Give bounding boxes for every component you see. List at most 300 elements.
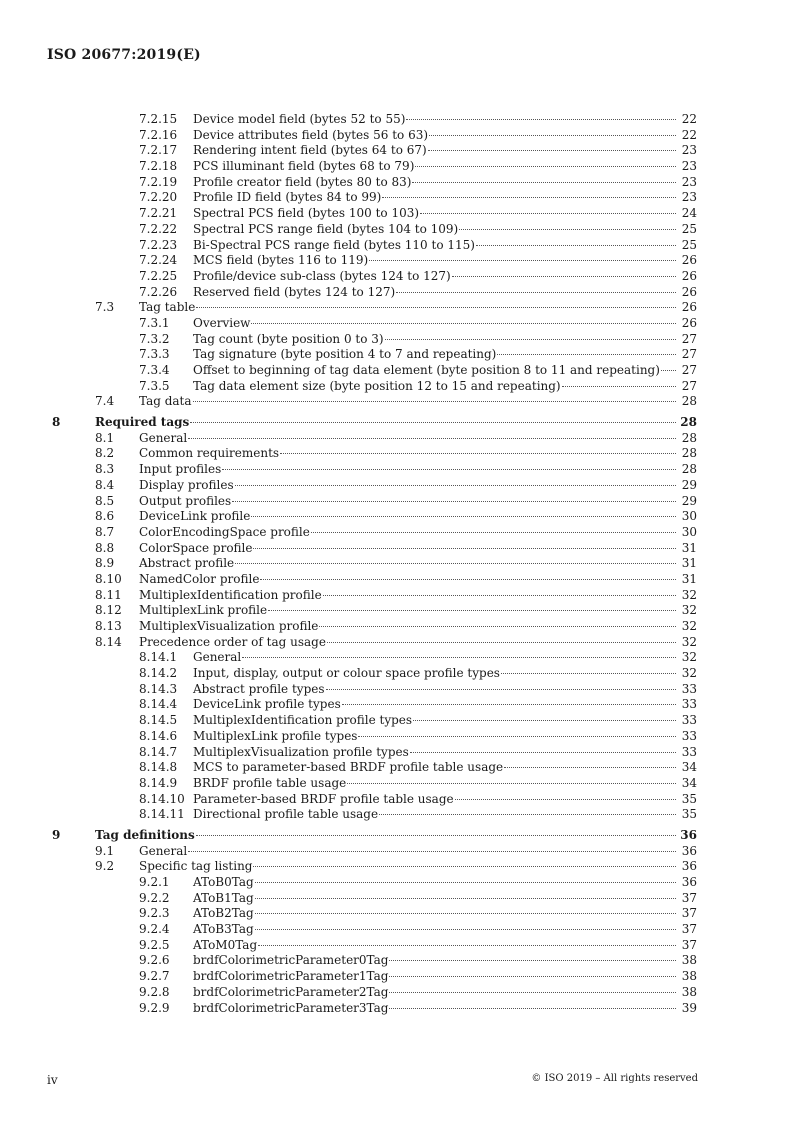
toc-entry-number: 8.4 [95, 477, 115, 492]
toc-entry-title: MCS field (bytes 116 to 119) [193, 253, 369, 268]
toc-entry-page: 26 [681, 284, 697, 299]
toc-entry-number: 8.14.1 [139, 650, 178, 665]
toc-entry[interactable] [0, 238, 793, 254]
toc-entry[interactable] [0, 379, 793, 395]
toc-dot-leader [504, 767, 676, 768]
toc-entry-title-line [193, 190, 677, 206]
toc-entry-page: 25 [681, 237, 697, 252]
toc-entry[interactable] [0, 222, 793, 238]
toc-entry-page: 38 [681, 984, 697, 999]
toc-dot-leader [193, 401, 676, 402]
toc-entry-page: 34 [681, 775, 697, 790]
toc-entry-title-line [139, 859, 677, 875]
toc-entry-title-line [193, 650, 677, 666]
toc-entry[interactable] [0, 190, 793, 206]
toc-entry[interactable] [0, 509, 793, 525]
toc-entry-title-line [139, 478, 677, 494]
toc-dot-leader [255, 882, 676, 883]
toc-dot-leader [342, 704, 676, 705]
toc-entry-number: 9.2.2 [139, 890, 170, 905]
toc-entry[interactable] [0, 891, 793, 907]
toc-entry[interactable] [0, 525, 793, 541]
toc-entry-title: Parameter-based BRDF profile table usage [193, 791, 454, 806]
toc-dot-leader [410, 752, 676, 753]
toc-entry-title: General [139, 430, 188, 445]
toc-entry-title: BRDF profile table usage [193, 775, 347, 790]
toc-dot-leader [253, 866, 676, 867]
toc-entry-number: 9.2.7 [139, 969, 170, 984]
toc-entry-title-line [193, 969, 677, 985]
toc-entry[interactable] [0, 619, 793, 635]
toc-entry-title: Precedence order of tag usage [139, 634, 326, 649]
toc-entry-title-line [193, 776, 677, 792]
toc-entry-title-line [139, 462, 677, 478]
toc-entry[interactable] [0, 300, 793, 316]
toc-entry-title: Abstract profile types [193, 681, 325, 696]
toc-entry-number: 9.2.3 [139, 906, 170, 921]
toc-entry-title-line [193, 792, 677, 808]
toc-entry-title: MultiplexIdentification profile types [193, 713, 413, 728]
toc-dot-leader [382, 197, 676, 198]
toc-entry[interactable] [0, 635, 793, 651]
toc-entry-title: Bi-Spectral PCS range field (bytes 110 to 115) [193, 237, 475, 252]
toc-entry[interactable] [0, 969, 793, 985]
toc-entry-number: 9.2.9 [139, 1000, 170, 1015]
toc-entry-number: 7.4 [95, 394, 115, 409]
toc-entry[interactable] [0, 922, 793, 938]
toc-entry-title-line [193, 128, 677, 144]
toc-dot-leader [420, 213, 676, 214]
toc-dot-leader [255, 929, 676, 930]
toc-entry-page: 28 [681, 462, 697, 477]
toc-entry-title: Tag data [139, 394, 192, 409]
toc-entry-title: AToB2Tag [193, 906, 254, 921]
toc-entry-number: 9.2.5 [139, 937, 170, 952]
toc-entry[interactable] [0, 394, 793, 410]
toc-entry-title-line [139, 619, 677, 635]
toc-entry[interactable] [0, 985, 793, 1001]
toc-entry-title-line [193, 143, 677, 159]
toc-entry[interactable] [0, 332, 793, 348]
toc-entry-title-line [193, 285, 677, 301]
toc-entry-page: 23 [681, 190, 697, 205]
toc-entry-title: Offset to beginning of tag data element (byte position 8 to 11 and repeating) [193, 363, 660, 377]
toc-entry-title-line [139, 556, 677, 572]
toc-entry-title: NamedColor profile [139, 571, 260, 586]
toc-entry[interactable] [0, 253, 793, 269]
toc-entry-page: 30 [681, 524, 697, 539]
page-number: iv [47, 1073, 58, 1087]
toc-entry-title: Spectral PCS field (bytes 100 to 103) [193, 206, 420, 221]
toc-entry-title: Profile ID field (bytes 84 to 99) [193, 190, 382, 205]
toc-entry-number: 8.2 [95, 446, 115, 461]
toc-entry-title-line [139, 300, 677, 316]
toc-entry-page: 37 [681, 922, 697, 937]
toc-entry-title-line [193, 253, 677, 269]
toc-dot-leader [188, 851, 676, 852]
toc-entry-number: 8.14.8 [139, 760, 178, 775]
toc-entry-title-line [139, 588, 677, 604]
toc-entry-number: 7.2.25 [139, 268, 178, 283]
toc-entry-title-line [193, 363, 677, 379]
toc-entry-number: 8.14.11 [139, 807, 185, 822]
toc-dot-leader [562, 386, 676, 387]
toc-entry-title: Tag data element size (byte position 12 to 15 and repeating) [193, 378, 561, 393]
toc-entry-page: 33 [681, 728, 697, 743]
toc-entry[interactable] [0, 494, 793, 510]
toc-entry-title: MultiplexLink profile types [193, 728, 358, 743]
toc-entry[interactable] [0, 446, 793, 462]
toc-entry-page: 28 [681, 446, 697, 461]
toc-dot-leader [242, 657, 676, 658]
toc-entry-number: 7.2.23 [139, 237, 178, 252]
toc-entry-number: 7.3.4 [139, 363, 170, 377]
toc-entry[interactable] [0, 1001, 793, 1017]
toc-entry[interactable] [0, 828, 793, 844]
toc-entry-title-line [193, 697, 677, 713]
toc-entry-title-line [139, 844, 677, 860]
toc-entry-number: 8.14.3 [139, 681, 178, 696]
toc-entry-title: PCS illuminant field (bytes 68 to 79) [193, 159, 415, 174]
toc-dot-leader [429, 135, 676, 136]
toc-entry-page: 34 [681, 760, 697, 775]
toc-entry-page: 30 [681, 509, 697, 524]
toc-entry[interactable] [0, 792, 793, 808]
toc-entry-title-line [139, 541, 677, 557]
toc-entry-number: 9.1 [95, 843, 115, 858]
toc-entry-number: 8.14.7 [139, 744, 178, 759]
toc-dot-leader [190, 422, 676, 423]
toc-entry[interactable] [0, 666, 793, 682]
toc-entry-page: 26 [681, 300, 697, 315]
toc-entry[interactable] [0, 697, 793, 713]
toc-entry-page: 32 [681, 619, 697, 633]
toc-entry[interactable] [0, 875, 793, 891]
toc-entry-title: General [193, 650, 242, 665]
toc-entry-number: 9.2 [95, 859, 115, 874]
toc-dot-leader [232, 501, 676, 502]
toc-entry-title: Abstract profile [139, 556, 235, 571]
toc-entry[interactable] [0, 269, 793, 285]
toc-entry-number: 8.1 [95, 430, 115, 445]
toc-entry[interactable] [0, 128, 793, 144]
toc-entry[interactable] [0, 588, 793, 604]
toc-entry-title-line [193, 379, 677, 395]
toc-entry[interactable] [0, 729, 793, 745]
toc-entry-number: 7.2.16 [139, 127, 178, 142]
toc-entry-page: 29 [681, 477, 697, 492]
toc-entry[interactable] [0, 415, 793, 431]
toc-dot-leader [406, 119, 676, 120]
toc-entry-title: Tag table [139, 300, 196, 315]
toc-dot-leader [235, 563, 676, 564]
toc-dot-leader [396, 292, 676, 293]
toc-entry[interactable] [0, 431, 793, 447]
toc-entry-page: 32 [681, 603, 697, 618]
toc-entry-title: Device model field (bytes 52 to 55) [193, 112, 406, 126]
toc-entry-title-line [193, 953, 677, 969]
toc-entry-page: 36 [681, 843, 697, 858]
toc-entry-page: 37 [681, 906, 697, 921]
toc-entry-page: 36 [681, 859, 697, 874]
toc-entry-number: 7.3.1 [139, 315, 170, 330]
toc-entry-title: ColorSpace profile [139, 540, 253, 555]
toc-dot-leader [253, 548, 676, 549]
toc-entry[interactable] [0, 859, 793, 875]
toc-entry-title: Output profiles [139, 493, 232, 508]
toc-dot-leader [251, 323, 676, 324]
toc-entry-title-line [193, 269, 677, 285]
toc-dot-leader [255, 913, 676, 914]
toc-entry-page: 28 [681, 430, 697, 445]
toc-entry[interactable] [0, 112, 793, 128]
toc-dot-leader [258, 945, 676, 946]
toc-entry-title-line [193, 713, 677, 729]
toc-entry-page: 31 [681, 571, 697, 586]
toc-entry-number: 8.13 [95, 619, 122, 633]
toc-entry[interactable] [0, 844, 793, 860]
toc-entry-title: brdfColorimetricParameter0Tag [193, 953, 389, 968]
toc-entry-title: Profile creator field (bytes 80 to 83) [193, 174, 412, 189]
toc-entry-page: 38 [681, 953, 697, 968]
toc-entry[interactable] [0, 316, 793, 332]
toc-entry[interactable] [0, 713, 793, 729]
toc-entry-page: 27 [681, 363, 697, 377]
toc-entry-title-line [193, 682, 677, 698]
toc-entry[interactable] [0, 159, 793, 175]
toc-entry-title-line [95, 828, 677, 844]
toc-entry-title: MultiplexLink profile [139, 603, 268, 618]
toc-entry-page: 27 [681, 347, 697, 362]
toc-entry-number: 9.2.4 [139, 922, 170, 937]
toc-entry[interactable] [0, 347, 793, 363]
toc-entry-page: 22 [681, 112, 697, 126]
toc-entry-title-line [139, 394, 677, 410]
toc-entry[interactable] [0, 953, 793, 969]
toc-dot-leader [326, 689, 676, 690]
toc-dot-leader [389, 960, 676, 961]
toc-dot-leader [385, 339, 676, 340]
toc-entry-number: 8.8 [95, 540, 115, 555]
toc-entry-number: 8.3 [95, 462, 115, 477]
toc-dot-leader [251, 516, 676, 517]
document-id: ISO 20677:2019(E) [47, 47, 201, 63]
toc-entry-title: AToB0Tag [193, 875, 254, 889]
toc-entry-title: brdfColorimetricParameter2Tag [193, 984, 389, 999]
toc-entry-number: 9 [52, 827, 61, 842]
toc-entry-title-line [193, 922, 677, 938]
toc-entry-number: 7.3.2 [139, 331, 170, 346]
toc-entry-title-line [139, 635, 677, 651]
toc-entry-number: 7.3.5 [139, 378, 170, 393]
toc-entry[interactable] [0, 541, 793, 557]
toc-entry-page: 27 [681, 378, 697, 393]
toc-entry-number: 8.7 [95, 524, 115, 539]
toc-entry[interactable] [0, 682, 793, 698]
toc-entry-number: 7.2.20 [139, 190, 178, 205]
document-header [47, 47, 201, 63]
toc-dot-leader [268, 610, 676, 611]
toc-dot-leader [235, 485, 676, 486]
toc-entry-page: 26 [681, 268, 697, 283]
toc-entry-title: Reserved field (bytes 124 to 127) [193, 284, 396, 299]
toc-entry-title: Required tags [95, 415, 190, 430]
toc-dot-leader [452, 276, 676, 277]
toc-entry[interactable] [0, 650, 793, 666]
toc-entry[interactable] [0, 478, 793, 494]
toc-entry-title-line [193, 238, 677, 254]
toc-entry-page: 39 [681, 1000, 697, 1015]
toc-entry[interactable] [0, 175, 793, 191]
toc-dot-leader [327, 642, 676, 643]
toc-entry-number: 8.9 [95, 556, 115, 571]
toc-dot-leader [497, 354, 676, 355]
toc-entry-number: 8.6 [95, 509, 115, 524]
toc-entry[interactable] [0, 285, 793, 301]
toc-entry-page: 23 [681, 174, 697, 189]
toc-entry[interactable] [0, 603, 793, 619]
toc-entry-title: Common requirements [139, 446, 280, 461]
toc-dot-leader [412, 182, 676, 183]
toc-entry-title-line [193, 985, 677, 1001]
toc-dot-leader [415, 166, 676, 167]
toc-entry-number: 8.14.4 [139, 697, 178, 712]
toc-entry-number: 8.14.5 [139, 713, 178, 728]
toc-entry-page: 32 [681, 666, 697, 681]
toc-entry-title-line [139, 431, 677, 447]
toc-entry[interactable] [0, 938, 793, 954]
toc-entry-page: 35 [681, 807, 697, 822]
toc-entry-page: 23 [681, 159, 697, 174]
toc-entry-title: Tag definitions [95, 827, 195, 842]
toc-entry-title: General [139, 843, 188, 858]
toc-entry-page: 32 [681, 587, 697, 602]
toc-entry-title: Spectral PCS range field (bytes 104 to 109) [193, 221, 459, 236]
toc-entry[interactable] [0, 760, 793, 776]
toc-entry-title-line [193, 316, 677, 332]
toc-entry[interactable] [0, 556, 793, 572]
toc-entry-number: 8 [52, 415, 61, 430]
toc-dot-leader [455, 799, 676, 800]
toc-entry-title-line [193, 760, 677, 776]
toc-entry-title-line [193, 332, 677, 348]
table-of-contents [0, 112, 793, 1016]
toc-entry-title: AToM0Tag [193, 937, 258, 952]
toc-entry-number: 9.2.8 [139, 984, 170, 999]
toc-entry-title: MultiplexVisualization profile types [193, 744, 409, 759]
toc-entry-title: brdfColorimetricParameter1Tag [193, 969, 389, 984]
toc-dot-leader [413, 720, 676, 721]
toc-dot-leader [260, 579, 676, 580]
toc-entry[interactable] [0, 807, 793, 823]
toc-entry-page: 33 [681, 744, 697, 759]
toc-entry-title: Tag count (byte position 0 to 3) [193, 331, 384, 346]
toc-dot-leader [476, 245, 676, 246]
toc-entry-page: 25 [681, 221, 697, 236]
toc-entry-title: DeviceLink profile [139, 509, 251, 524]
toc-dot-leader [389, 992, 676, 993]
toc-entry-title: Tag signature (byte position 4 to 7 and repeating) [193, 347, 497, 362]
toc-entry-title: MultiplexIdentification profile [139, 587, 322, 602]
toc-entry-page: 28 [681, 394, 697, 409]
toc-entry-number: 7.3 [95, 300, 115, 315]
toc-entry-title-line [193, 745, 677, 761]
toc-dot-leader [389, 976, 676, 977]
toc-entry-page: 27 [681, 331, 697, 346]
toc-entry-page: 32 [681, 650, 697, 665]
toc-entry-title-line [193, 906, 677, 922]
toc-entry-title: ColorEncodingSpace profile [139, 524, 310, 539]
toc-entry-page: 22 [681, 127, 697, 142]
toc-dot-leader [389, 1008, 676, 1009]
toc-entry-page: 36 [680, 827, 697, 842]
toc-entry-title: Rendering intent field (bytes 64 to 67) [193, 143, 427, 158]
toc-entry-title-line [139, 603, 677, 619]
toc-entry[interactable] [0, 572, 793, 588]
toc-entry-number: 9.2.6 [139, 953, 170, 968]
toc-entry-number: 7.2.24 [139, 253, 178, 268]
toc-entry-page: 35 [681, 791, 697, 806]
toc-dot-leader [501, 673, 676, 674]
toc-entry-title-line [139, 572, 677, 588]
toc-dot-leader [255, 898, 676, 899]
toc-entry-title: MCS to parameter-based BRDF profile table usage [193, 760, 504, 775]
toc-dot-leader [428, 150, 676, 151]
toc-entry[interactable] [0, 906, 793, 922]
toc-entry-number: 8.12 [95, 603, 122, 618]
toc-entry-title-line [193, 729, 677, 745]
toc-entry-title-line [193, 666, 677, 682]
toc-entry[interactable] [0, 363, 793, 379]
toc-entry-page: 38 [681, 969, 697, 984]
toc-entry[interactable] [0, 776, 793, 792]
toc-entry-page: 33 [681, 681, 697, 696]
toc-entry[interactable] [0, 206, 793, 222]
toc-entry[interactable] [0, 143, 793, 159]
toc-entry-number: 8.14.2 [139, 666, 178, 681]
toc-entry-title-line [193, 206, 677, 222]
toc-entry-number: 7.2.26 [139, 284, 178, 299]
toc-entry[interactable] [0, 462, 793, 478]
toc-entry-title: Specific tag listing [139, 859, 253, 874]
toc-entry-title: Device attributes field (bytes 56 to 63) [193, 127, 429, 142]
toc-entry-title-line [139, 446, 677, 462]
toc-entry-number: 7.2.18 [139, 159, 178, 174]
toc-entry-number: 8.14.9 [139, 775, 178, 790]
toc-entry-number: 7.2.22 [139, 221, 178, 236]
toc-entry-page: 23 [681, 143, 697, 158]
toc-entry-page: 33 [681, 713, 697, 728]
toc-entry-number: 7.2.17 [139, 143, 178, 158]
toc-entry-title: Overview [193, 315, 251, 330]
toc-entry-title: Display profiles [139, 477, 234, 492]
toc-entry[interactable] [0, 745, 793, 761]
toc-entry-page: 32 [681, 634, 697, 649]
toc-entry-title-line [193, 175, 677, 191]
toc-entry-title: Profile/device sub-class (bytes 124 to 127) [193, 268, 451, 283]
toc-dot-leader [379, 814, 676, 815]
toc-entry-page: 37 [681, 937, 697, 952]
toc-entry-page: 26 [681, 253, 697, 268]
toc-entry-page: 29 [681, 493, 697, 508]
toc-entry-number: 8.14.10 [139, 791, 185, 806]
toc-entry-title-line [193, 222, 677, 238]
toc-dot-leader [661, 370, 676, 371]
toc-dot-leader [319, 626, 676, 627]
toc-entry-title-line [193, 807, 677, 823]
toc-dot-leader [347, 783, 676, 784]
toc-entry-title: Input profiles [139, 462, 222, 477]
